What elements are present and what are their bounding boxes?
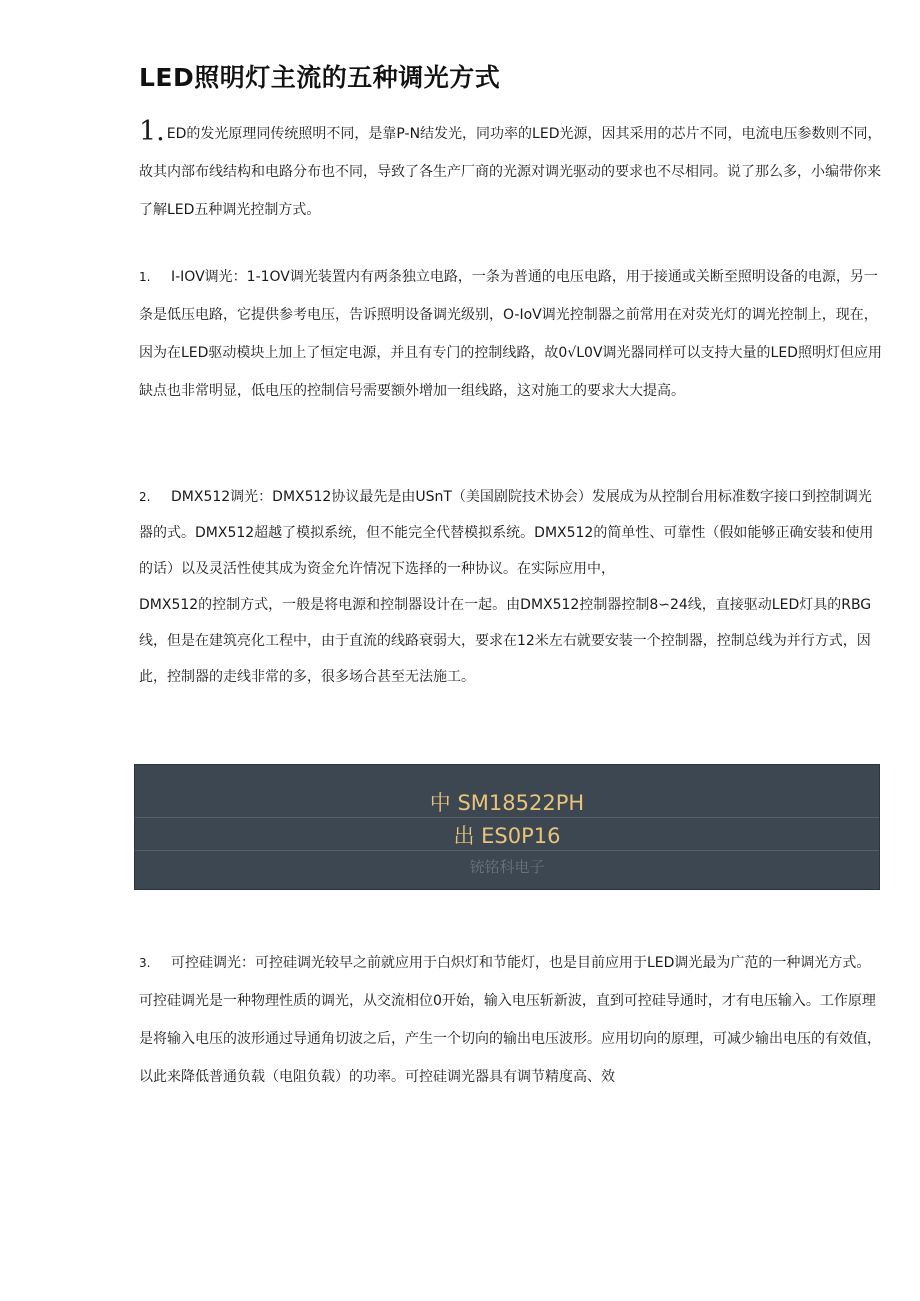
document-title: LED照明灯主流的五种调光方式 bbox=[139, 63, 501, 92]
section-3-paragraph bbox=[139, 944, 884, 1096]
intro-lead-number: 1. bbox=[139, 116, 165, 147]
banner-watermark: 铳铭科电子 bbox=[469, 858, 545, 876]
section-3-number: 3. bbox=[139, 956, 151, 970]
intro-paragraph bbox=[139, 113, 884, 229]
banner-divider bbox=[135, 850, 879, 851]
section-3-text: 可控硅调光：可控硅调光较早之前就应用于白炽灯和节能灯，也是目前应用于LED调光最为广范的一种调光方式。可控硅调光是一种物理性质的调光，从交流相位0开始，输入电压斩新波，直到可控硅导通时，才有电压输入。工作原理是将输入电压的波形通过导通角切波之后，产生一个切向的输出电压波形。应用切向的原理，可减少输出电压的有效值，以此来降低普通负载（电阻负载）的功率。可控硅调光器具有调节精度高、效 bbox=[139, 955, 881, 1085]
section-2-number: 2. bbox=[139, 490, 151, 504]
section-2-continuation: DMX512的控制方式，一般是将电源和控制器设计在一起。由DMX512控制器控制8∽24线，直接驱动LED灯具的RBG线，但是在建筑亮化工程中，由于直流的线路衰弱大，要求在12米左右就要安装一个控制器，控制总线为并行方式，因此，控制器的走线非常的多，很多场合甚至无法施工。 bbox=[139, 597, 872, 685]
banner-line-2: 出 ES0P16 bbox=[453, 824, 561, 848]
section-1-number: 1. bbox=[139, 270, 151, 284]
section-2-paragraph bbox=[139, 479, 884, 695]
intro-text: ED的发光原理同传统照明不同，是靠P-N结发光，同功率的LED光源，因其采用的芯片不同，电流电压参数则不同，故其内部布线结构和电路分布也不同，导致了各生产厂商的光源对调光驱动的要求也不尽相同。说了那么多，小编带你来了解LED五种调光控制方式。 bbox=[139, 126, 882, 218]
product-banner-image bbox=[134, 764, 880, 890]
section-2-text: DMX512调光：DMX512协议最先是由USnT（美国剧院技术协会）发展成为从控制台用标准数字接口到控制调光器的式。DMX512超越了模拟系统，但不能完全代替模拟系统。DMX512的简单性、可靠性（假如能够正确安装和使用的话）以及灵活性使其成为资金允许情况下选择的一种协议。在实际应用中， bbox=[139, 489, 874, 577]
banner-line-1: 中 SM18522PH bbox=[429, 791, 585, 815]
banner-divider bbox=[135, 817, 879, 818]
section-1-text: I-IOV调光：1-1OV调光装置内有两条独立电路，一条为普通的电压电路，用于接通或关断至照明设备的电源，另一条是低压电路，它提供参考电压，告诉照明设备调光级别，O-IoV调光控制器之前常用在对荧光灯的调光控制上，现在，因为在LED驱动模块上加上了恒定电源，并且有专门的控制线路，故0√L0V调光器同样可以支持大量的LED照明灯但应用缺点也非常明显，低电压的控制信号需要额外增加一组线路，这对施工的要求大大提高。 bbox=[139, 269, 882, 399]
section-1-paragraph bbox=[139, 258, 884, 410]
